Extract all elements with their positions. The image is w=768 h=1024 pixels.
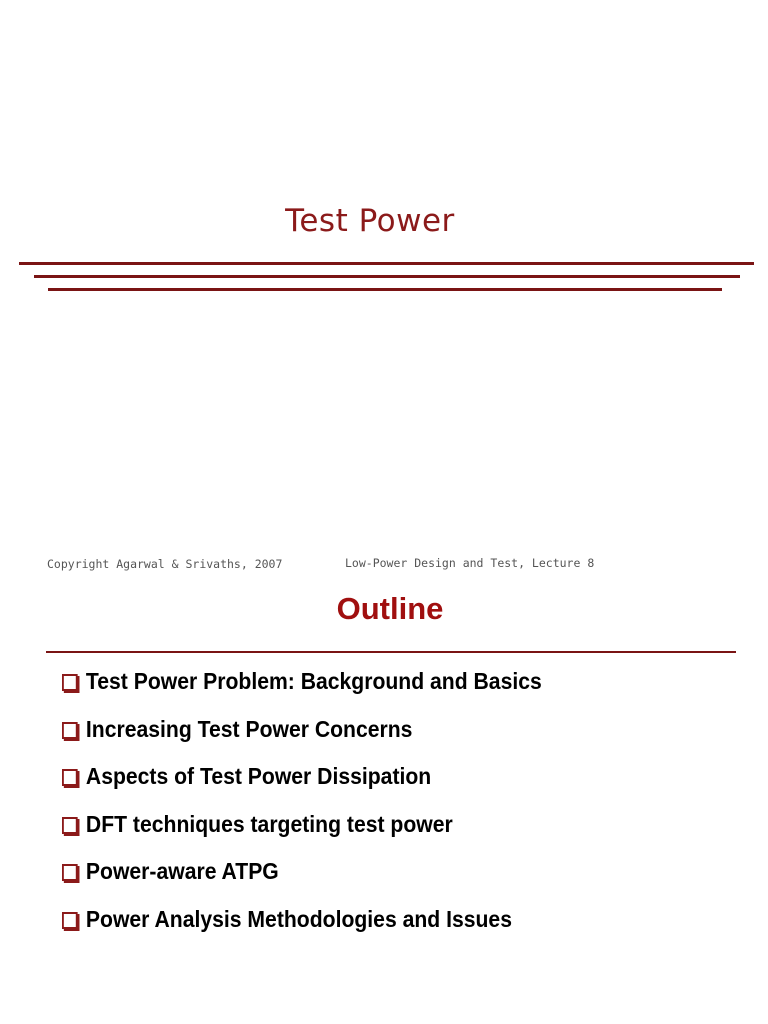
list-item <box>62 858 542 906</box>
footer-copyright: Copyright Agarwal & Srivaths, 2007 <box>47 557 283 571</box>
checkbox-square-icon <box>62 769 78 786</box>
list-item <box>62 811 542 859</box>
footer-lecture: Low-Power Design and Test, Lecture 8 <box>345 556 595 570</box>
list-item <box>62 668 542 716</box>
slide-title: Test Power <box>285 203 455 239</box>
checkbox-square-icon <box>62 864 78 881</box>
list-item <box>62 716 542 764</box>
checkbox-square-icon <box>62 674 78 691</box>
checkbox-square-icon <box>62 817 78 834</box>
list-item-label: Increasing Test Power Concerns <box>85 715 413 742</box>
checkbox-square-icon <box>62 912 78 929</box>
list-item-label: Power Analysis Methodologies and Issues <box>85 905 512 932</box>
list-item-label: DFT techniques targeting test power <box>85 810 453 837</box>
list-item-label: Power-aware ATPG <box>85 858 279 884</box>
title-rule-middle <box>34 275 740 278</box>
checkbox-square-icon <box>62 722 78 739</box>
list-item <box>62 906 542 954</box>
title-rule-top <box>19 262 754 265</box>
list-item-label: Aspects of Test Power Dissipation <box>85 763 432 789</box>
outline-list <box>62 668 583 953</box>
title-rule-bottom <box>48 288 722 291</box>
outline-rule <box>46 651 736 653</box>
outline-title: Outline <box>336 591 444 626</box>
list-item-label: Test Power Problem: Background and Basics <box>85 668 542 694</box>
list-item <box>62 763 542 811</box>
